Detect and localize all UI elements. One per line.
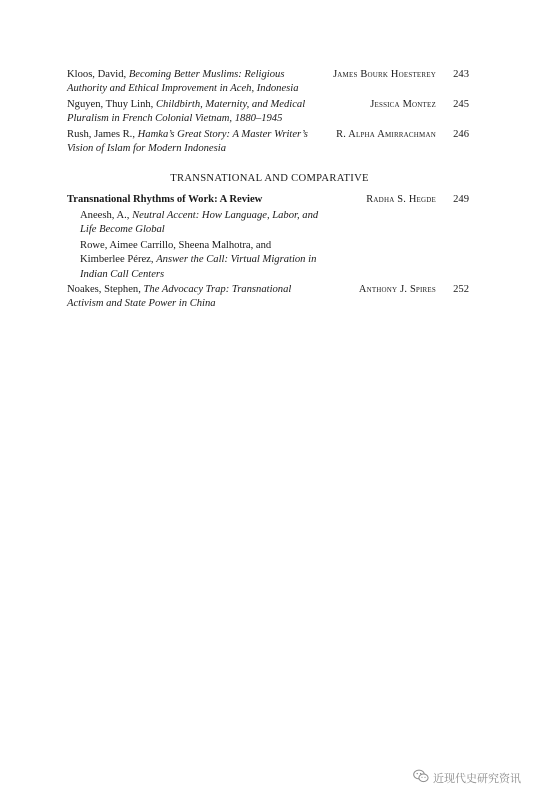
item-citation bbox=[80, 209, 340, 238]
entry-page: 243 bbox=[453, 69, 469, 80]
entry-title-line1: Childbirth, Maternity, and Medical bbox=[155, 99, 306, 110]
entry-citation bbox=[67, 68, 329, 97]
review-essay-item bbox=[80, 239, 340, 282]
review-essay-reviewer: Radha S. Hegde bbox=[366, 194, 436, 205]
item-author-line2: Kimberlee Pérez, bbox=[80, 254, 154, 266]
entry-title-line1: Becoming Better Muslims: Religious bbox=[128, 69, 285, 80]
entry-title-line1: The Advocacy Trap: Transnational bbox=[143, 284, 292, 295]
item-title-line3: Indian Call Centers bbox=[80, 268, 165, 280]
entry-reviewer: Jessica Montez bbox=[370, 99, 436, 110]
entry-title-line1: Hamka’s Great Story: A Master Writer’s bbox=[137, 129, 308, 140]
review-essay-title: Transnational Rhythms of Work: A Review bbox=[67, 194, 263, 205]
entry-author: Nguyen, Thuy Linh, bbox=[67, 99, 154, 110]
review-entry bbox=[67, 283, 469, 312]
entry-author: Kloos, David, bbox=[67, 69, 127, 80]
entry-citation bbox=[67, 98, 329, 127]
entry-page: 245 bbox=[453, 99, 469, 110]
item-author-line1: Rowe, Aimee Carrillo, Sheena Malhotra, and bbox=[80, 240, 272, 251]
entry-title-line2: Activism and State Power in China bbox=[67, 298, 216, 310]
item-title-line2: Answer the Call: Virtual Migration in bbox=[156, 254, 317, 266]
section-heading: TRANSNATIONAL AND COMPARATIVE bbox=[170, 173, 369, 184]
review-entry bbox=[67, 128, 469, 157]
entry-citation bbox=[67, 283, 329, 312]
entry-page: 252 bbox=[453, 284, 469, 295]
review-essay-page: 249 bbox=[453, 194, 469, 205]
entry-title-line2: Authority and Ethical Improvement in Aceh, Indonesia bbox=[67, 83, 299, 95]
entry-reviewer: James Bourk Hoesterey bbox=[333, 69, 436, 80]
item-title-line2: Life Become Global bbox=[80, 224, 165, 236]
item-author: Aneesh, A., bbox=[80, 210, 130, 221]
watermark bbox=[413, 769, 521, 786]
entry-reviewer: R. Alpha Amirrachman bbox=[336, 129, 436, 140]
entry-title-line2: Vision of Islam for Modern Indonesia bbox=[67, 143, 226, 155]
review-essay-entry bbox=[67, 193, 469, 207]
watermark-text: 近现代史研究资讯 bbox=[433, 771, 521, 785]
entry-citation bbox=[67, 128, 329, 157]
entry-author: Rush, James R., bbox=[67, 129, 135, 140]
entry-author: Noakes, Stephen, bbox=[67, 284, 141, 295]
review-essay-item bbox=[80, 209, 340, 238]
item-citation bbox=[80, 239, 350, 282]
item-title-line1: Neutral Accent: How Language, Labor, and bbox=[132, 210, 319, 221]
entry-title-line2: Pluralism in French Colonial Vietnam, 1880–1945 bbox=[67, 113, 283, 125]
review-entry bbox=[67, 98, 469, 127]
entry-reviewer: Anthony J. Spires bbox=[358, 284, 436, 295]
wechat-icon bbox=[413, 769, 429, 786]
review-entry bbox=[67, 68, 469, 97]
entry-page: 246 bbox=[453, 129, 469, 140]
